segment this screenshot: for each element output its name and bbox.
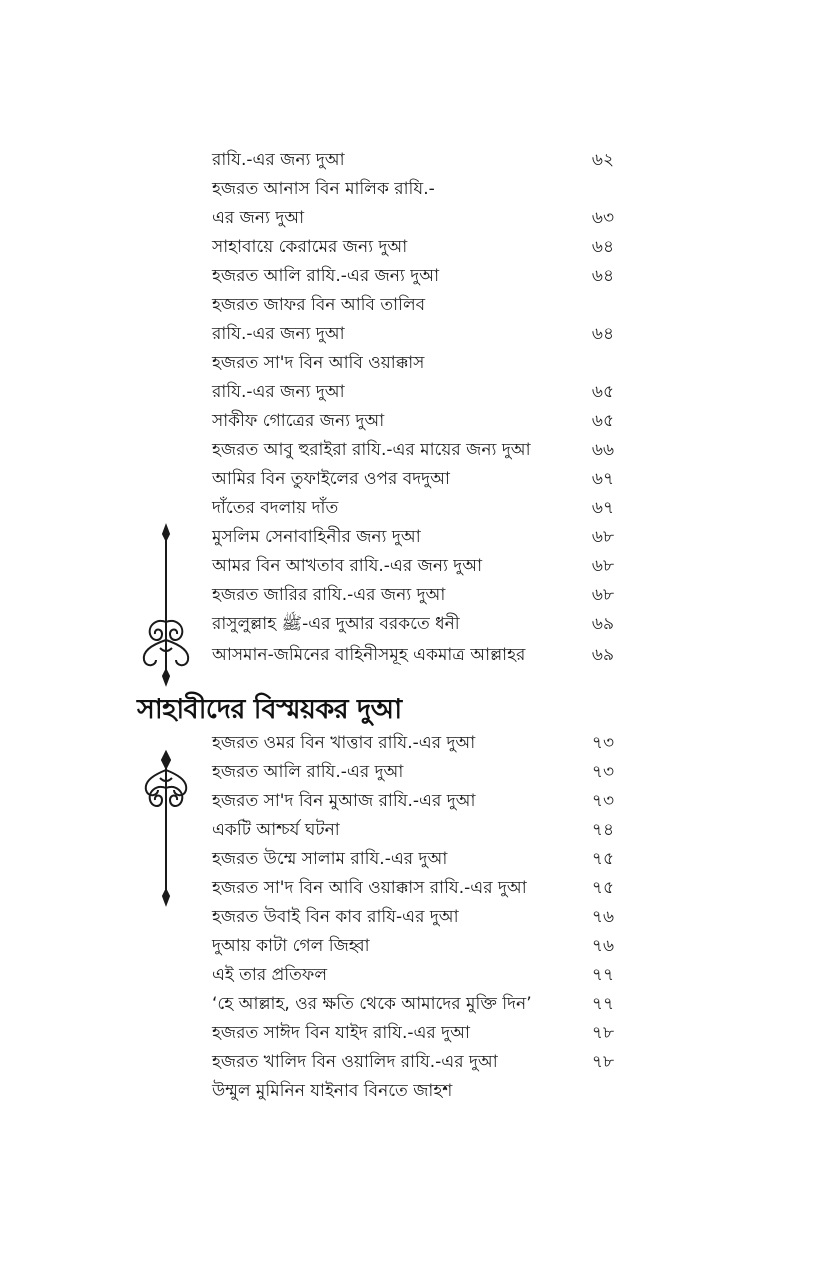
toc-entry-title: রাযি.-এর জন্য দুআ bbox=[212, 324, 345, 344]
toc-entry-title: হজরত ওমর বিন খাত্তাব রাযি.-এর দুআ bbox=[212, 733, 476, 753]
toc-entry-page: ৬৪ bbox=[591, 237, 614, 257]
toc-entry[interactable] bbox=[212, 787, 614, 816]
toc-entry-title: হজরত সা'দ বিন আবি ওয়াক্কাস রাযি.-এর দুআ bbox=[212, 878, 527, 898]
toc-entry-page: ৭৩ bbox=[591, 791, 614, 811]
toc-entry[interactable] bbox=[212, 581, 614, 610]
toc-entry-page: ৭৩ bbox=[591, 762, 614, 782]
toc-entry-page: ৭৮ bbox=[591, 1023, 614, 1043]
toc-entry-title: হজরত জারির রাযি.-এর জন্য দুআ bbox=[212, 585, 446, 605]
toc-entry[interactable] bbox=[212, 758, 614, 787]
toc-entry-title: হজরত আলি রাযি.-এর দুআ bbox=[212, 762, 404, 782]
toc-entry-title: হজরত আবু হুরাইরা রাযি.-এর মায়ের জন্য দুআ bbox=[212, 440, 531, 460]
toc-entry-title: হজরত খালিদ বিন ওয়ালিদ রাযি.-এর দুআ bbox=[212, 1052, 498, 1072]
toc-entry[interactable] bbox=[212, 1077, 614, 1106]
toc-entry[interactable] bbox=[212, 874, 614, 903]
toc-entry[interactable] bbox=[212, 932, 614, 961]
toc-entry[interactable] bbox=[212, 903, 614, 932]
toc-entry-title: দুআয় কাটা গেল জিহ্বা bbox=[212, 936, 370, 956]
toc-entry-title: হজরত সা'দ বিন মুআজ রাযি.-এর দুআ bbox=[212, 791, 476, 811]
scroll-ornament-icon bbox=[134, 522, 198, 688]
toc-entry-page: ৭৩ bbox=[591, 733, 614, 753]
toc-entry-title: এর জন্য দুআ bbox=[212, 208, 305, 228]
toc-entry[interactable] bbox=[212, 262, 614, 291]
toc-entry-title: আসমান-জমিনের বাহিনীসমূহ একমাত্র আল্লাহর bbox=[212, 645, 526, 665]
toc-entry-page: ৬৮ bbox=[591, 585, 614, 605]
toc-entry-page: ৬৪ bbox=[591, 324, 614, 344]
toc-entry-title: হজরত সা'দ বিন আবি ওয়াক্কাস bbox=[212, 353, 425, 373]
toc-entry-page: ৭৪ bbox=[591, 820, 614, 840]
toc-entry-title: সাকীফ গোত্রের জন্য দুআ bbox=[212, 411, 385, 431]
toc-entry-title: সাহাবায়ে কেরামের জন্য দুআ bbox=[212, 237, 408, 257]
toc-entry-title: হজরত উম্মে সালাম রাযি.-এর দুআ bbox=[212, 849, 448, 869]
toc-entry-page: ৬৫ bbox=[591, 411, 614, 431]
toc-entry[interactable] bbox=[212, 204, 614, 233]
toc-entry[interactable] bbox=[212, 552, 614, 581]
toc-entry-page: ৭৫ bbox=[591, 878, 614, 898]
toc-entry[interactable] bbox=[212, 845, 614, 874]
scroll-ornament-icon bbox=[134, 748, 198, 908]
toc-entry-title: হজরত সাঈদ বিন যাইদ রাযি.-এর দুআ bbox=[212, 1023, 470, 1043]
toc-entry[interactable] bbox=[212, 146, 614, 175]
toc-entry-title: উম্মুল মুমিনিন যাইনাব বিনতে জাহশ bbox=[212, 1081, 453, 1101]
toc-entry-title: একটি আশ্চর্য ঘটনা bbox=[212, 820, 340, 840]
toc-entry-title: এই তার প্রতিফল bbox=[212, 965, 328, 985]
toc-entry[interactable] bbox=[212, 523, 614, 552]
toc-entry-page: ৬৫ bbox=[591, 382, 614, 402]
toc-entry-page: ৭৬ bbox=[591, 907, 614, 927]
toc-entry[interactable] bbox=[212, 641, 614, 670]
toc-entry-page: ৬৮ bbox=[591, 527, 614, 547]
toc-entry-title: ‘হে আল্লাহ, ওর ক্ষতি থেকে আমাদের মুক্তি দিন’ bbox=[212, 994, 532, 1014]
toc-entry-page: ৬৯ bbox=[591, 645, 614, 665]
toc-entry-page: ৬৪ bbox=[591, 266, 614, 286]
toc-entry-page: ৬৭ bbox=[591, 498, 614, 518]
toc-entry-page: ৭৮ bbox=[591, 1052, 614, 1072]
toc-entry[interactable] bbox=[212, 175, 614, 204]
toc-entry[interactable] bbox=[212, 1048, 614, 1077]
toc-entry-page: ৭৬ bbox=[591, 936, 614, 956]
toc-entry[interactable] bbox=[212, 349, 614, 378]
toc-entry[interactable] bbox=[212, 233, 614, 262]
toc-entry[interactable] bbox=[212, 320, 614, 349]
toc-entry-title: রাযি.-এর জন্য দুআ bbox=[212, 150, 345, 170]
toc-entry-title: হজরত জাফর বিন আবি তালিব bbox=[212, 295, 426, 315]
toc-entry[interactable] bbox=[212, 465, 614, 494]
toc-entry-title: আমর বিন আখতাব রাযি.-এর জন্য দুআ bbox=[212, 556, 483, 576]
toc-entry[interactable] bbox=[212, 291, 614, 320]
section-heading: সাহাবীদের বিস্ময়কর দুআ bbox=[137, 694, 402, 725]
toc-entry[interactable] bbox=[212, 378, 614, 407]
toc-entry-title: মুসলিম সেনাবাহিনীর জন্য দুআ bbox=[212, 527, 421, 547]
toc-entry-page: ৬২ bbox=[591, 150, 614, 170]
toc-entry-page: ৬৬ bbox=[591, 440, 614, 460]
toc-entry-title: হজরত আনাস বিন মালিক রাযি.- bbox=[212, 179, 435, 199]
toc-entry-page: ৭৭ bbox=[591, 994, 614, 1014]
toc-entry-title: রাসুলুল্লাহ ﷺ-এর দুআর বরকতে ধনী bbox=[212, 614, 460, 634]
toc-entry-page: ৬৩ bbox=[591, 208, 614, 228]
toc-entry[interactable] bbox=[212, 729, 614, 758]
toc-entry-title: দাঁতের বদলায় দাঁত bbox=[212, 498, 339, 518]
toc-entry-title: হজরত উবাই বিন কাব রাযি-এর দুআ bbox=[212, 907, 459, 927]
toc-entry-page: ৬৭ bbox=[591, 469, 614, 489]
toc-entry-page: ৭৭ bbox=[591, 965, 614, 985]
toc-entry[interactable] bbox=[212, 990, 614, 1019]
toc-entry[interactable] bbox=[212, 1019, 614, 1048]
toc-entry-title: আমির বিন তুফাইলের ওপর বদদুআ bbox=[212, 469, 450, 489]
toc-entry-page: ৭৫ bbox=[591, 849, 614, 869]
toc-entry-title: হজরত আলি রাযি.-এর জন্য দুআ bbox=[212, 266, 440, 286]
toc-entry[interactable] bbox=[212, 610, 614, 639]
toc-entry[interactable] bbox=[212, 816, 614, 845]
toc-entry-page: ৬৯ bbox=[591, 614, 614, 634]
toc-entry-page: ৬৮ bbox=[591, 556, 614, 576]
toc-entry[interactable] bbox=[212, 961, 614, 990]
toc-entry[interactable] bbox=[212, 494, 614, 523]
toc-entry[interactable] bbox=[212, 407, 614, 436]
toc-entry[interactable] bbox=[212, 436, 614, 465]
toc-entry-title: রাযি.-এর জন্য দুআ bbox=[212, 382, 345, 402]
